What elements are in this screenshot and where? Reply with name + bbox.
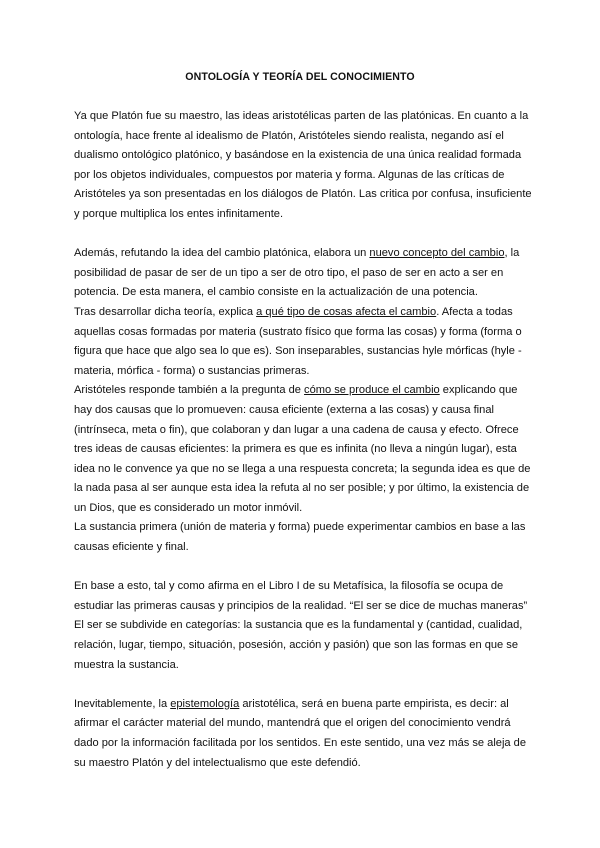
underlined-phrase-change-affects: a qué tipo de cosas afecta el cambio (256, 305, 437, 318)
paragraph-ontology-intro: Ya que Platón fue su maestro, las ideas aristotélicas parten de las platónicas. En cuanto a la ontología, hace frente al idealismo de Platón, Aristóteles siendo realista, negando así el dualismo ontológico platónico, y basándose en la existencia de una única realidad formada por los objetos individuales, compuestos por materia y forma. Algunas de las críticas de Aristóteles ya son presentadas en los diálogos de Platón. Las critica por confusa, insuficiente y porque multiplica los entes infinitamente. (74, 110, 532, 220)
paragraph-change-affects (74, 303, 536, 381)
paragraph-text: Inevitablemente, la (74, 697, 171, 710)
underlined-phrase-change-concept: nuevo concepto del cambio (369, 247, 505, 260)
paragraph-text: Además, refutando la idea del cambio platónica, elabora un (74, 247, 370, 260)
paragraph-gap (74, 558, 536, 578)
document-body (74, 107, 536, 773)
paragraph-text: aristotélica, será en buena parte empirista, es decir: al afirmar el carácter material del mundo, mantendrá que el origen del conocimiento vendrá dado por la información facilitada por los sentidos. En este sentido, una vez más se aleja de su maestro Platón y del intelectualismo que este defendió. (74, 697, 527, 769)
paragraph-epistemology (74, 695, 536, 773)
paragraph-gap (74, 675, 536, 695)
paragraph-text: Tras desarrollar dicha teoría, explica (74, 305, 257, 318)
paragraph-text: explicando que hay dos causas que lo promueven: causa eficiente (externa a las cosas) y causa final (intrínseca, meta o fin), que colaboran y dan lugar a una cadena de causa y efecto. Ofrece tres ideas de causas eficientes: la primera es que es infinita (no lleva a ningún lugar), esta idea no le convence ya que no se llega a una respuesta concreta; la segunda idea es que de la nada pasa al ser aunque esta idea la refuta al no ser posible; y por último, la existencia de un Dios, que es considerado un motor inmóvil. (74, 384, 531, 514)
document-title: ONTOLOGÍA Y TEORÍA DEL CONOCIMIENTO (185, 71, 415, 83)
paragraph-text: , la posibilidad de pasar de ser de un tipo a ser de otro tipo, el paso de ser en acto a ser en potencia. De esta manera, el cambio consiste en la actualización de una potencia. (74, 247, 520, 299)
paragraph-first-substance: La sustancia primera (unión de materia y forma) puede experimentar cambios en base a las causas eficiente y final. (74, 521, 526, 554)
underlined-phrase-change-process: cómo se produce el cambio (304, 384, 440, 397)
paragraph-text: . Afecta a todas aquellas cosas formadas por materia (sustrato físico que forma las cosas) y forma (forma o figura que hace que algo sea lo que es). Son inseparables, sustancias hyle mórficas (hyle - materia, mórfica - forma) o sustancias primeras. (74, 305, 522, 377)
paragraph-text: Aristóteles responde también a la pregunta de (74, 384, 305, 397)
paragraph-gap (74, 225, 536, 245)
paragraph-metaphysics: En base a esto, tal y como afirma en el Libro I de su Metafísica, la filosofía se ocupa de estudiar las primeras causas y principios de la realidad. “El ser se dice de muchas maneras” El ser se subdivide en categorías: la sustancia que es la fundamental y (cantidad, cualidad, relación, lugar, tiempo, situación, posesión, acción y pasión) que son las formas en que se muestra la sustancia. (74, 580, 528, 671)
underlined-phrase-epistemology: epistemología (170, 697, 240, 710)
paragraph-change-causes (74, 381, 536, 518)
paragraph-change-concept (74, 244, 536, 303)
